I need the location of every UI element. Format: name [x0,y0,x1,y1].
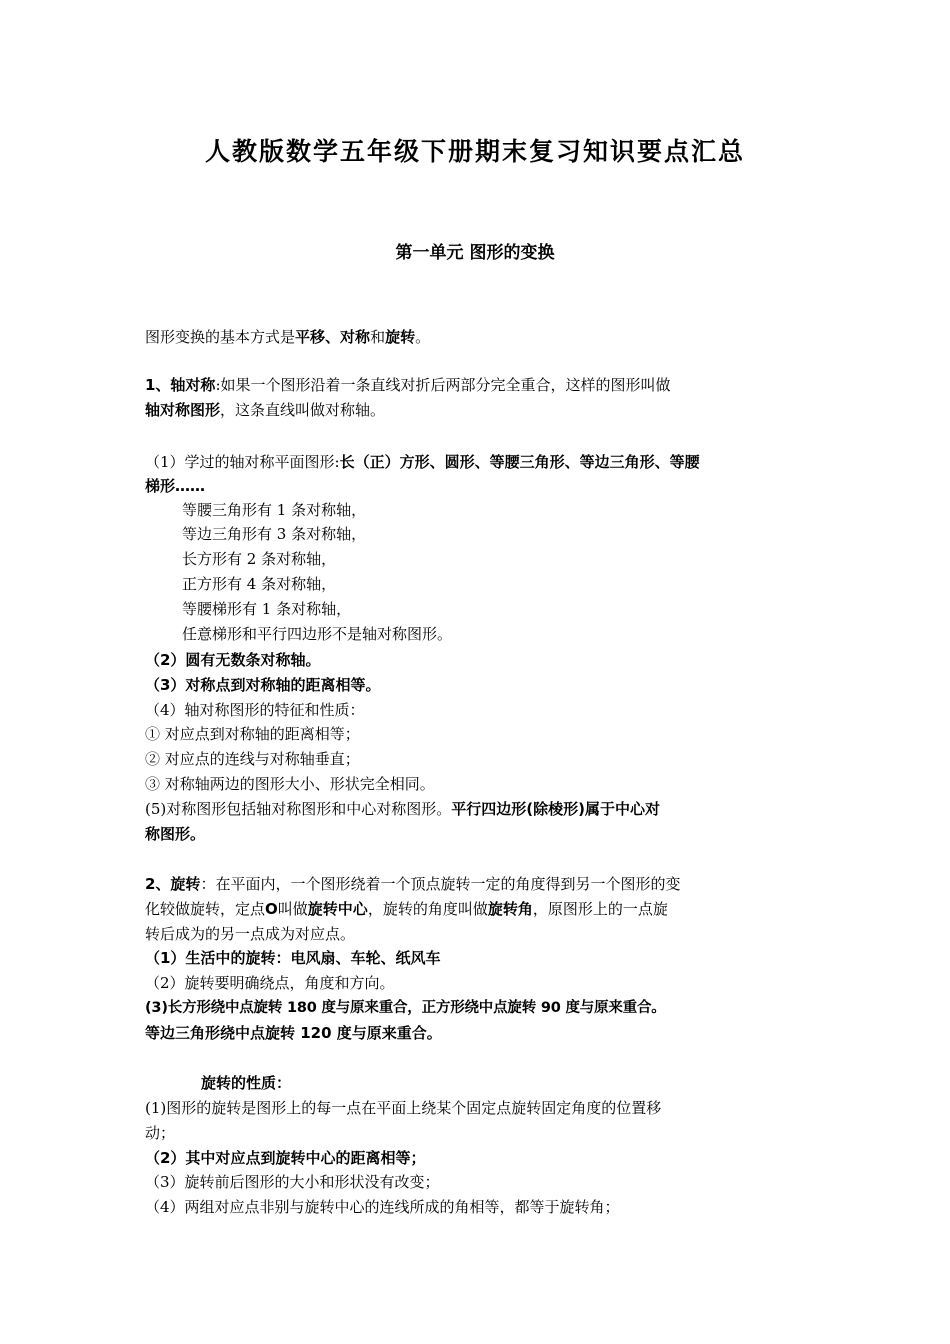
intro-keyword: 平移 [295,328,326,346]
paragraph-text: 化较做旋转，定点 [145,900,266,918]
property-item: ② 对应点的连线与对称轴垂直； [145,750,360,768]
s1-point5-cont: 称图形。 [145,825,206,843]
s1-point1-cont: 梯形…… [145,477,206,495]
s2-point3: (3)长方形绕中点旋转 180 度与原来重合，正方形绕中点旋转 90 度与原来重合。 [145,1000,666,1016]
intro-text: 图形变换的基本方式是 [145,328,296,346]
axis-count-line: 正方形有 4 条对称轴， [182,575,337,593]
paragraph-text: 叫做 [277,900,308,918]
intro-line [145,325,815,349]
axis-count-line: 长方形有 2 条对称轴， [182,550,337,568]
properties-title-text: 旋转的性质： [201,1074,292,1092]
section1-line2 [145,398,815,422]
property-item: ① 对应点到对称轴的距离相等； [145,725,360,743]
shape-list: 长（正）方形、圆形、等腰三角形、等边三角形、等腰 [339,453,700,471]
s1-point3: （3）对称点到对称轴的距离相等。 [145,676,381,694]
intro-keyword: 旋转 [385,328,416,346]
section1-line1 [145,373,815,397]
paragraph-text: (5)对称图形包括轴对称图形和中心对称图形。 [145,800,452,818]
rotation-property: (1)图形的旋转是图形上的每一点在平面上绕某个固定点旋转固定角度的位置移 [145,1099,662,1117]
section2-line2 [145,897,815,921]
unit-title: 第一单元 图形的变换 [395,243,555,263]
axis-count-line: 等边三角形有 3 条对称轴， [182,525,367,543]
paragraph-text: ，原图形上的一点旋 [532,900,668,918]
property-item: ③ 对称轴两边的图形大小、形状完全相同。 [145,775,435,793]
page-title: 人教版数学五年级下册期末复习知识要点汇总 [204,137,745,166]
section2-line3: 转后成为的另一点成为对应点。 [145,925,356,943]
s2-point1: （1）生活中的旋转：电风扇、车轮、纸风车 [145,949,441,967]
s1-point5 [145,797,815,821]
intro-text: 。 [415,328,431,346]
intro-text: 和 [370,328,386,346]
s1-point1 [145,450,815,474]
rotation-property-cont: 动； [145,1124,176,1142]
axis-count-line: 等腰梯形有 1 条对称轴， [182,600,352,618]
paragraph-text: （1）学过的轴对称平面图形: [145,453,340,471]
section2-line1 [145,872,815,896]
s2-point2: （2）旋转要明确绕点，角度和方向。 [145,974,395,992]
rotation-property: （3）旋转前后图形的大小和形状没有改变； [145,1173,440,1191]
rotation-property: （4）两组对应点非别与旋转中心的连线所成的角相等，都等于旋转角； [145,1198,620,1216]
term: 旋转角 [487,900,533,918]
s1-point4: （4）轴对称图形的特征和性质： [145,701,365,719]
term: 旋转中心 [307,900,368,918]
intro-keyword: 对称 [340,328,371,346]
paragraph-text: ，旋转的角度叫做 [367,900,488,918]
intro-sep: 、 [325,328,341,346]
paragraph-text: ，这条直线叫做对称轴。 [220,401,386,419]
rotation-property: （2）其中对应点到旋转中心的距离相等； [145,1149,426,1167]
s1-point2: （2）圆有无数条对称轴。 [145,651,321,669]
term: 轴对称图形 [145,401,221,419]
section-heading: 1、轴对称 [145,376,216,394]
properties-title [201,1071,871,1095]
paragraph-text: ：在平面内，一个图形绕着一个顶点旋转一定的角度得到另一个图形的变 [200,875,681,893]
section-heading: 2、旋转 [145,875,201,893]
emphasis-text: 平行四边形(除棱形)属于中心对 [451,800,660,818]
axis-count-line: 等腰三角形有 1 条对称轴， [182,501,367,519]
point-label: O [265,900,278,918]
s2-point3-cont: 等边三角形绕中点旋转 120 度与原来重合。 [145,1024,442,1042]
paragraph-text: :如果一个图形沿着一条直线对折后两部分完全重合，这样的图形叫做 [215,376,671,394]
axis-count-line: 任意梯形和平行四边形不是轴对称图形。 [182,625,453,643]
